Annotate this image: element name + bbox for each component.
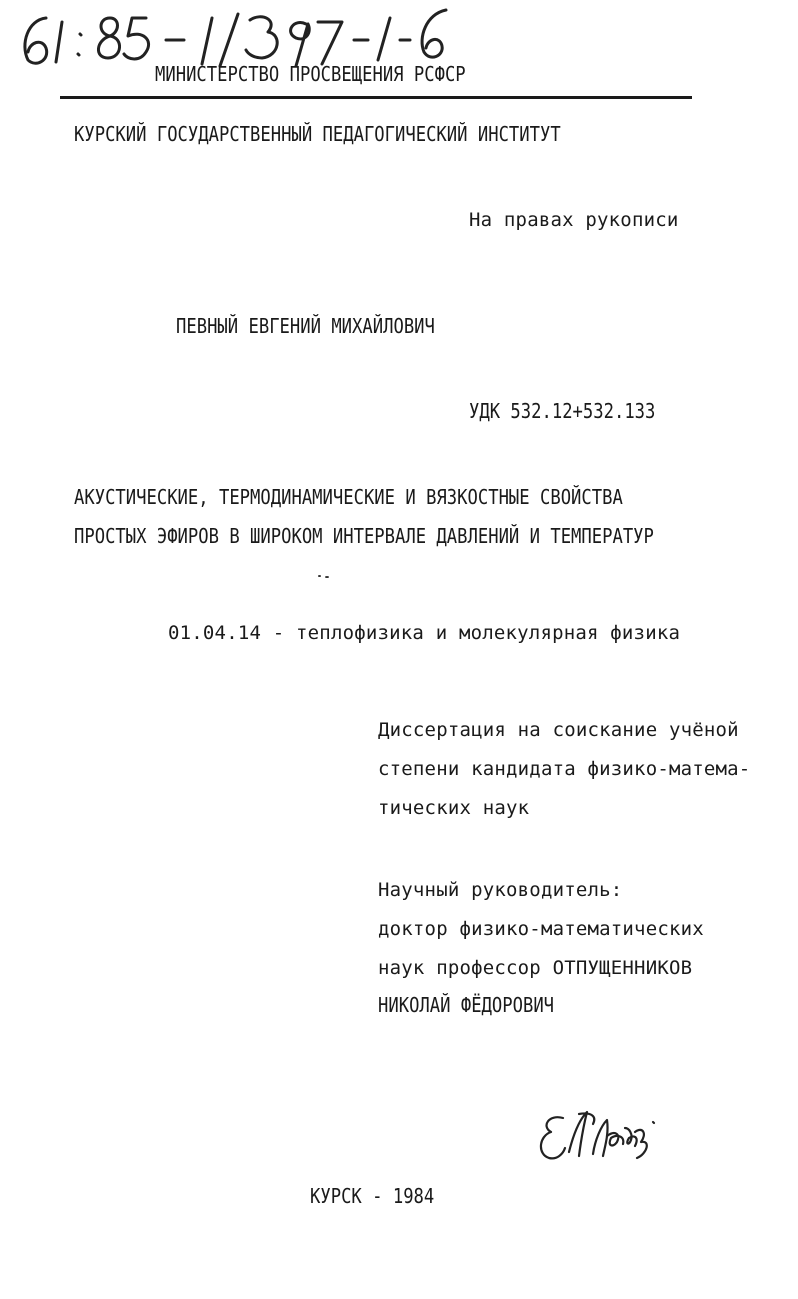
supervisor-line-2: наук профессор ОТПУЩЕННИКОВ xyxy=(378,957,693,979)
title-line-1: АКУСТИЧЕСКИЕ, ТЕРМОДИНАМИЧЕСКИЕ И ВЯЗКОСТНЫЕ СВОЙСТВА xyxy=(74,485,623,509)
institute-name: КУРСКИЙ ГОСУДАРСТВЕННЫЙ ПЕДАГОГИЧЕСКИЙ ИНСТИТУТ xyxy=(74,122,561,146)
header-rule xyxy=(60,96,692,99)
ink-speck xyxy=(318,575,321,577)
dissertation-line-1: Диссертация на соискание учёной xyxy=(378,719,739,741)
handwritten-archive-code xyxy=(6,4,456,70)
title-line-2: ПРОСТЫХ ЭФИРОВ В ШИРОКОМ ИНТЕРВАЛЕ ДАВЛЕНИЙ И ТЕМПЕРАТУР xyxy=(74,524,654,548)
ministry-name: МИНИСТЕРСТВО ПРОСВЕЩЕНИЯ РСФСР xyxy=(155,62,466,86)
author-name: ПЕВНЫЙ ЕВГЕНИЙ МИХАЙЛОВИЧ xyxy=(176,314,435,338)
dissertation-line-3: тических наук xyxy=(378,797,530,819)
supervisor-line-1: доктор физико-математических xyxy=(378,918,704,940)
place-and-year: КУРСК - 1984 xyxy=(310,1184,435,1208)
ink-speck xyxy=(325,576,329,578)
supervisor-label: Научный руководитель: xyxy=(378,879,623,901)
supervisor-line-3: НИКОЛАЙ ФЁДОРОВИЧ xyxy=(378,993,555,1017)
manuscript-note: На правах рукописи xyxy=(469,209,679,231)
specialty-code: 01.04.14 - теплофизика и молекулярная физика xyxy=(168,622,681,644)
dissertation-line-2: степени кандидата физико-матема- xyxy=(378,758,751,780)
handwritten-signature xyxy=(535,1100,665,1170)
udc-code: УДК 532.12+532.133 xyxy=(469,399,656,423)
